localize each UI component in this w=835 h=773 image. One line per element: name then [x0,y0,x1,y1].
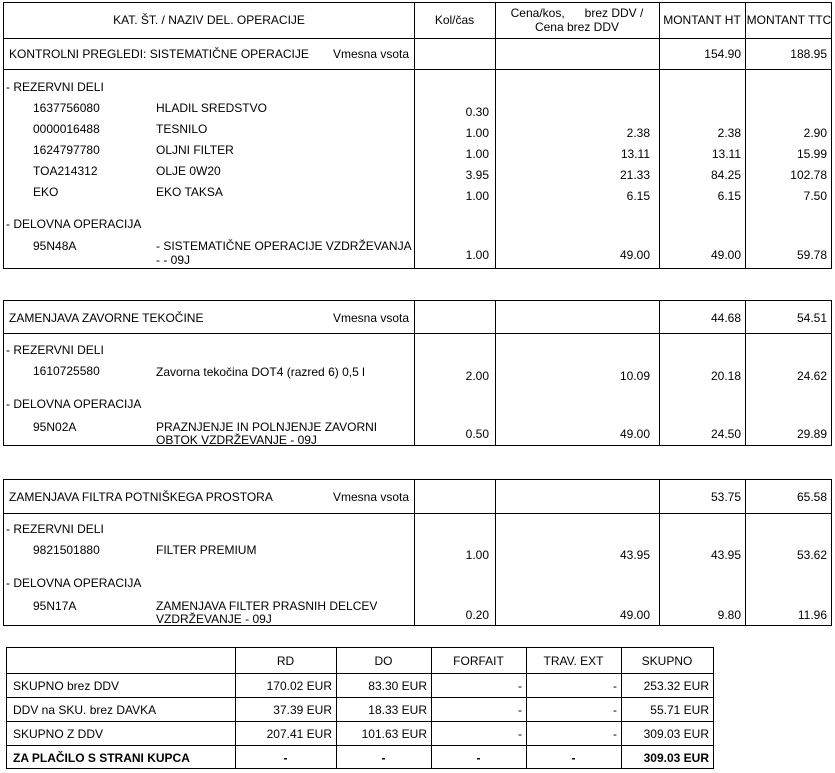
totals-skupno-value: 55.71 EUR [650,703,709,717]
part-name: TESNILO [156,122,208,136]
part-ttc: 7.50 [803,189,827,203]
totals-skupno-value: 253.32 EUR [643,679,709,693]
part-code: 1624797780 [33,143,100,157]
totals-row-label: SKUPNO brez DDV [13,679,120,693]
totals-skupno-value: 309.03 EUR [643,751,709,765]
table-row [7,722,713,746]
labor-qty: 1.00 [465,248,489,262]
totals-header-row [7,649,713,673]
part-code: TOA214312 [33,164,98,178]
totals-forfait-value: - [518,727,522,741]
part-name: OLJE 0W20 [156,164,221,178]
totals-forfait-value: - [476,751,481,765]
part-price: 43.95 [619,548,650,562]
totals-skupno-value: 309.03 EUR [643,727,709,741]
header-price-line1: Cena/kos, brez DDV / [510,6,644,20]
parts-heading: - REZERVNI DELI [6,343,104,357]
labor-heading: - DELOVNA OPERACIJA [6,397,142,411]
totals-trav-ext-value: - [613,679,617,693]
part-name: HLADIL SREDSTVO [156,101,267,115]
labor-name-line2: OBTOK VZDRŽEVANJE - 09J [156,433,317,447]
part-qty: 1.00 [465,126,489,140]
labor-heading: - DELOVNA OPERACIJA [6,576,142,590]
labor-ht: 24.50 [710,427,741,441]
header-code-name: KAT. ŠT. / NAZIV DEL. OPERACIJE [113,13,305,27]
part-price: 21.33 [619,168,650,182]
section-title: ZAMENJAVA ZAVORNE TEKOČINE [9,311,204,325]
totals-table [6,647,714,769]
totals-do-value: 101.63 EUR [361,727,427,741]
totals-rd-value: 37.39 EUR [273,703,332,717]
parts-heading: - REZERVNI DELI [6,80,104,94]
part-name: OLJNI FILTER [156,143,234,157]
part-ht: 43.95 [710,548,741,562]
totals-rd-value: 207.41 EUR [266,727,332,741]
part-name: Zavorna tekočina DOT4 (razred 6) 0,5 l [156,365,365,379]
labor-name-line1: PRAZNJENJE IN POLNJENJE ZAVORNI [156,420,378,434]
totals-header-trav-ext: TRAV. EXT [543,654,604,668]
totals-trav-ext-value: - [613,703,617,717]
part-ttc: 102.78 [790,168,827,182]
totals-trav-ext-value: - [613,727,617,741]
invoice-header-row [3,2,832,39]
part-code: 0000016488 [33,122,100,136]
part-qty: 1.00 [465,189,489,203]
header-price-line2: Cena brez DDV [534,20,620,34]
totals-row-label: SKUPNO Z DDV [13,727,104,741]
part-ht: 20.18 [710,369,741,383]
part-ttc: 2.90 [803,126,827,140]
labor-code: 95N02A [33,420,77,434]
section-cabin-filter [3,479,832,626]
part-price: 13.11 [620,147,650,161]
labor-code: 95N48A [33,239,77,253]
part-ht: 84.25 [710,168,741,182]
parts-heading: - REZERVNI DELI [6,522,104,536]
part-code: 1610725580 [33,364,100,378]
subtotal-label: Vmesna vsota [333,490,410,504]
labor-ttc: 11.96 [797,608,827,622]
part-qty: 2.00 [465,369,489,383]
totals-header-skupno: SKUPNO [641,654,693,668]
totals-do-value: - [381,751,386,765]
labor-price: 49.00 [619,608,650,622]
header-ht: MONTANT HT [663,13,741,27]
header-ttc: MONTANT TTC [746,13,832,27]
section-brake-fluid [3,300,832,446]
labor-ttc: 59.78 [796,248,827,262]
totals-header-do: DO [374,654,393,668]
table-row [7,698,713,722]
part-ht: 6.15 [717,189,741,203]
subtotal-label: Vmesna vsota [333,47,410,61]
labor-name-line2: VZDRŽEVANJE - 09J [156,612,272,626]
totals-do-value: 83.30 EUR [368,679,427,693]
header-qty: Kol/čas [434,13,475,27]
part-name: FILTER PREMIUM [156,543,257,557]
totals-trav-ext-value: - [571,751,576,765]
labor-qty: 0.50 [465,427,489,441]
table-row [7,746,713,770]
part-code: 1637756080 [33,101,100,115]
section-control-checks [3,38,832,269]
labor-ht: 49.00 [710,248,741,262]
part-ttc: 24.62 [796,369,827,383]
part-price: 6.15 [626,189,650,203]
table-row [7,674,713,698]
subtotal-ttc: 188.95 [790,47,827,61]
subtotal-ht: 154.90 [704,47,741,61]
part-ht: 2.38 [717,126,741,140]
part-ht: 13.11 [711,147,741,161]
totals-row-label: ZA PLAČILO S STRANI KUPCA [13,751,190,765]
part-qty: 0.30 [465,105,489,119]
labor-price: 49.00 [619,427,650,441]
subtotal-ht: 53.75 [710,490,741,504]
totals-do-value: 18.33 EUR [368,703,427,717]
labor-ht: 9.80 [717,608,741,622]
subtotal-ht: 44.68 [710,311,741,325]
totals-rd-value: - [283,751,288,765]
totals-forfait-value: - [518,679,522,693]
part-code: EKO [33,185,59,199]
part-qty: 3.95 [465,168,489,182]
labor-ttc: 29.89 [796,427,827,441]
part-code: 9821501880 [33,543,100,557]
labor-heading: - DELOVNA OPERACIJA [6,217,142,231]
labor-name-line1: - SISTEMATIČNE OPERACIJE VZDRŽEVANJA [156,239,412,253]
subtotal-ttc: 54.51 [796,311,827,325]
totals-rd-value: 170.02 EUR [266,679,332,693]
part-price: 2.38 [626,126,650,140]
part-name: EKO TAKSA [156,185,223,199]
subtotal-ttc: 65.58 [796,490,827,504]
section-title: ZAMENJAVA FILTRA POTNIŠKEGA PROSTORA [9,490,273,504]
section-title: KONTROLNI PREGLEDI: SISTEMATIČNE OPERACIJE [9,47,309,61]
labor-price: 49.00 [619,248,650,262]
part-ttc: 15.99 [796,147,827,161]
totals-header-forfait: FORFAIT [453,654,504,668]
labor-code: 95N17A [33,599,77,613]
labor-qty: 0.20 [465,608,489,622]
part-qty: 1.00 [465,147,489,161]
labor-name-line2: - - 09J [156,253,191,267]
part-ttc: 53.62 [796,548,827,562]
totals-header-rd: RD [276,654,295,668]
labor-name-line1: ZAMENJAVA FILTER PRASNIH DELCEV [156,599,378,613]
part-price: 10.09 [619,369,650,383]
totals-forfait-value: - [518,703,522,717]
totals-row-label: DDV na SKU. brez DAVKA [13,703,157,717]
subtotal-label: Vmesna vsota [333,311,410,325]
part-qty: 1.00 [465,548,489,562]
